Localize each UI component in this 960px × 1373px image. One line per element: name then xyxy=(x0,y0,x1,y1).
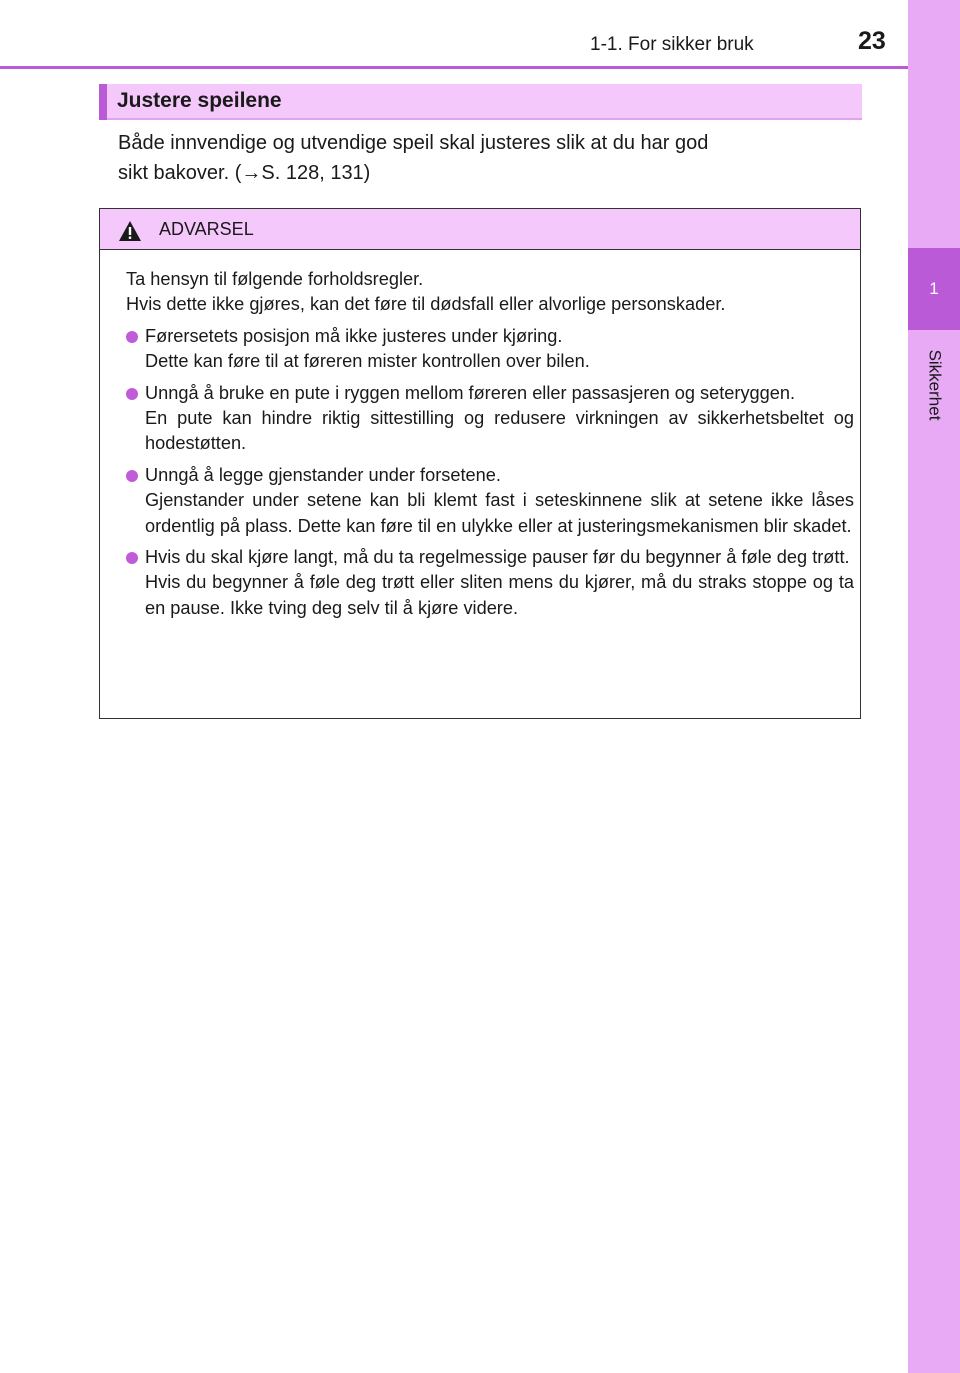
chapter-number: 1 xyxy=(929,279,939,298)
warning-item xyxy=(126,381,854,457)
bullet-icon xyxy=(126,331,138,343)
section-body-line-1: Både innvendige og utvendige speil skal justeres slik at du har god xyxy=(118,132,709,154)
chapter-number-tab[interactable] xyxy=(908,248,960,330)
warning-item-text: Dette kan føre til at føreren mister kontrollen over bilen. xyxy=(145,351,590,372)
header-section-title: 1-1. For sikker bruk xyxy=(590,34,754,55)
section-heading xyxy=(99,84,862,120)
section-body-line-2: sikt bakover. (→S. 128, 131) xyxy=(118,162,371,184)
warning-intro-line-1: Ta hensyn til følgende forholdsregler. xyxy=(126,269,424,289)
warning-triangle-icon xyxy=(118,220,142,242)
heading-accent-bar xyxy=(99,84,107,120)
warning-item-title: Unngå å legge gjenstander under forsetene. xyxy=(145,464,501,485)
section-body xyxy=(118,128,856,188)
warning-item-text: Hvis du begynner å føle deg trøtt eller sliten mens du kjører, må du straks stoppe og ta en pause. Ikke tving deg selv til å kjøre videre. xyxy=(145,572,854,618)
warning-item-title: Førersetets posisjon må ikke justeres under kjøring. xyxy=(145,325,563,346)
warning-header xyxy=(100,209,860,250)
warning-intro-line-2: Hvis dette ikke gjøres, kan det føre til dødsfall eller alvorlige personskader. xyxy=(126,294,726,315)
warning-intro xyxy=(126,267,854,318)
warning-title: ADVARSEL xyxy=(159,219,254,239)
warning-item-text: En pute kan hindre riktig sittestilling og redusere virkningen av sikkerhetsbeltet og hodestøtten. xyxy=(145,408,854,454)
warning-item xyxy=(126,545,854,621)
warning-item xyxy=(126,463,854,539)
page-number: 23 xyxy=(858,27,886,55)
chapter-label: Sikkerhet xyxy=(925,349,944,421)
warning-box xyxy=(99,208,861,719)
bullet-icon xyxy=(126,388,138,400)
warning-item-title: Unngå å bruke en pute i ryggen mellom føreren eller passasjeren og seteryggen. xyxy=(145,382,796,403)
bullet-icon xyxy=(126,552,138,564)
warning-item xyxy=(126,324,854,375)
warning-item-title: Hvis du skal kjøre langt, må du ta regelmessige pauser før du begynner å føle deg trøtt. xyxy=(145,547,850,568)
header-divider xyxy=(0,66,908,69)
bullet-icon xyxy=(126,470,138,482)
chapter-side-tab xyxy=(908,0,960,1373)
warning-item-text: Gjenstander under setene kan bli klemt fast i seteskinnene slik at setene ikke låses ordentlig på plass. Dette kan føre til en ulykke eller at justeringsmekanismen blir skadet. xyxy=(145,490,854,536)
section-heading-text: Justere speilene xyxy=(117,89,282,112)
warning-body xyxy=(126,267,854,621)
